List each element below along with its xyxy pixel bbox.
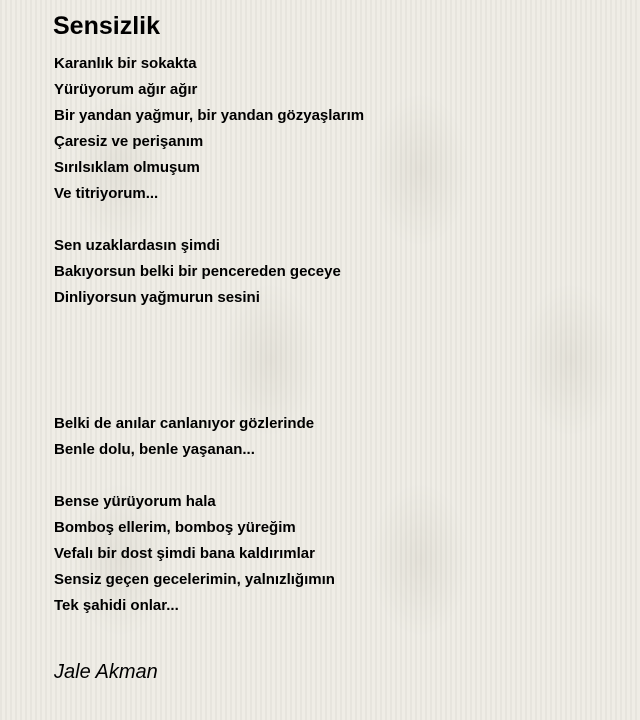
poem-line: Belki de anılar canlanıyor gözlerinde <box>54 415 315 432</box>
poem-line: Yürüyorum ağır ağır <box>54 81 198 98</box>
poem-author: Jale Akman <box>54 661 158 683</box>
poem-line: Vefalı bir dost şimdi bana kaldırımlar <box>54 545 315 562</box>
poem-line: Sen uzaklardasın şimdi <box>54 237 220 254</box>
poem-line: Çaresiz ve perişanım <box>54 133 204 150</box>
poem-line: Bakıyorsun belki bir pencereden geceye <box>54 263 341 280</box>
poem-title: Sensizlik <box>53 12 160 40</box>
poem-line: Bir yandan yağmur, bir yandan gözyaşlarım <box>54 107 365 124</box>
poem-line: Tek şahidi onlar... <box>54 597 179 614</box>
poem-line: Dinliyorsun yağmurun sesini <box>54 289 260 306</box>
poem-line: Bense yürüyorum hala <box>54 493 216 510</box>
poem-line: Ve titriyorum... <box>54 185 159 202</box>
poem-line: Bomboş ellerim, bomboş yüreğim <box>54 519 296 536</box>
poem-line: Sensiz geçen gecelerimin, yalnızlığımın <box>54 571 335 588</box>
poem-line: Sırılsıklam olmuşum <box>54 159 200 176</box>
poem-line: Benle dolu, benle yaşanan... <box>54 441 255 458</box>
poem-line: Karanlık bir sokakta <box>54 55 197 72</box>
